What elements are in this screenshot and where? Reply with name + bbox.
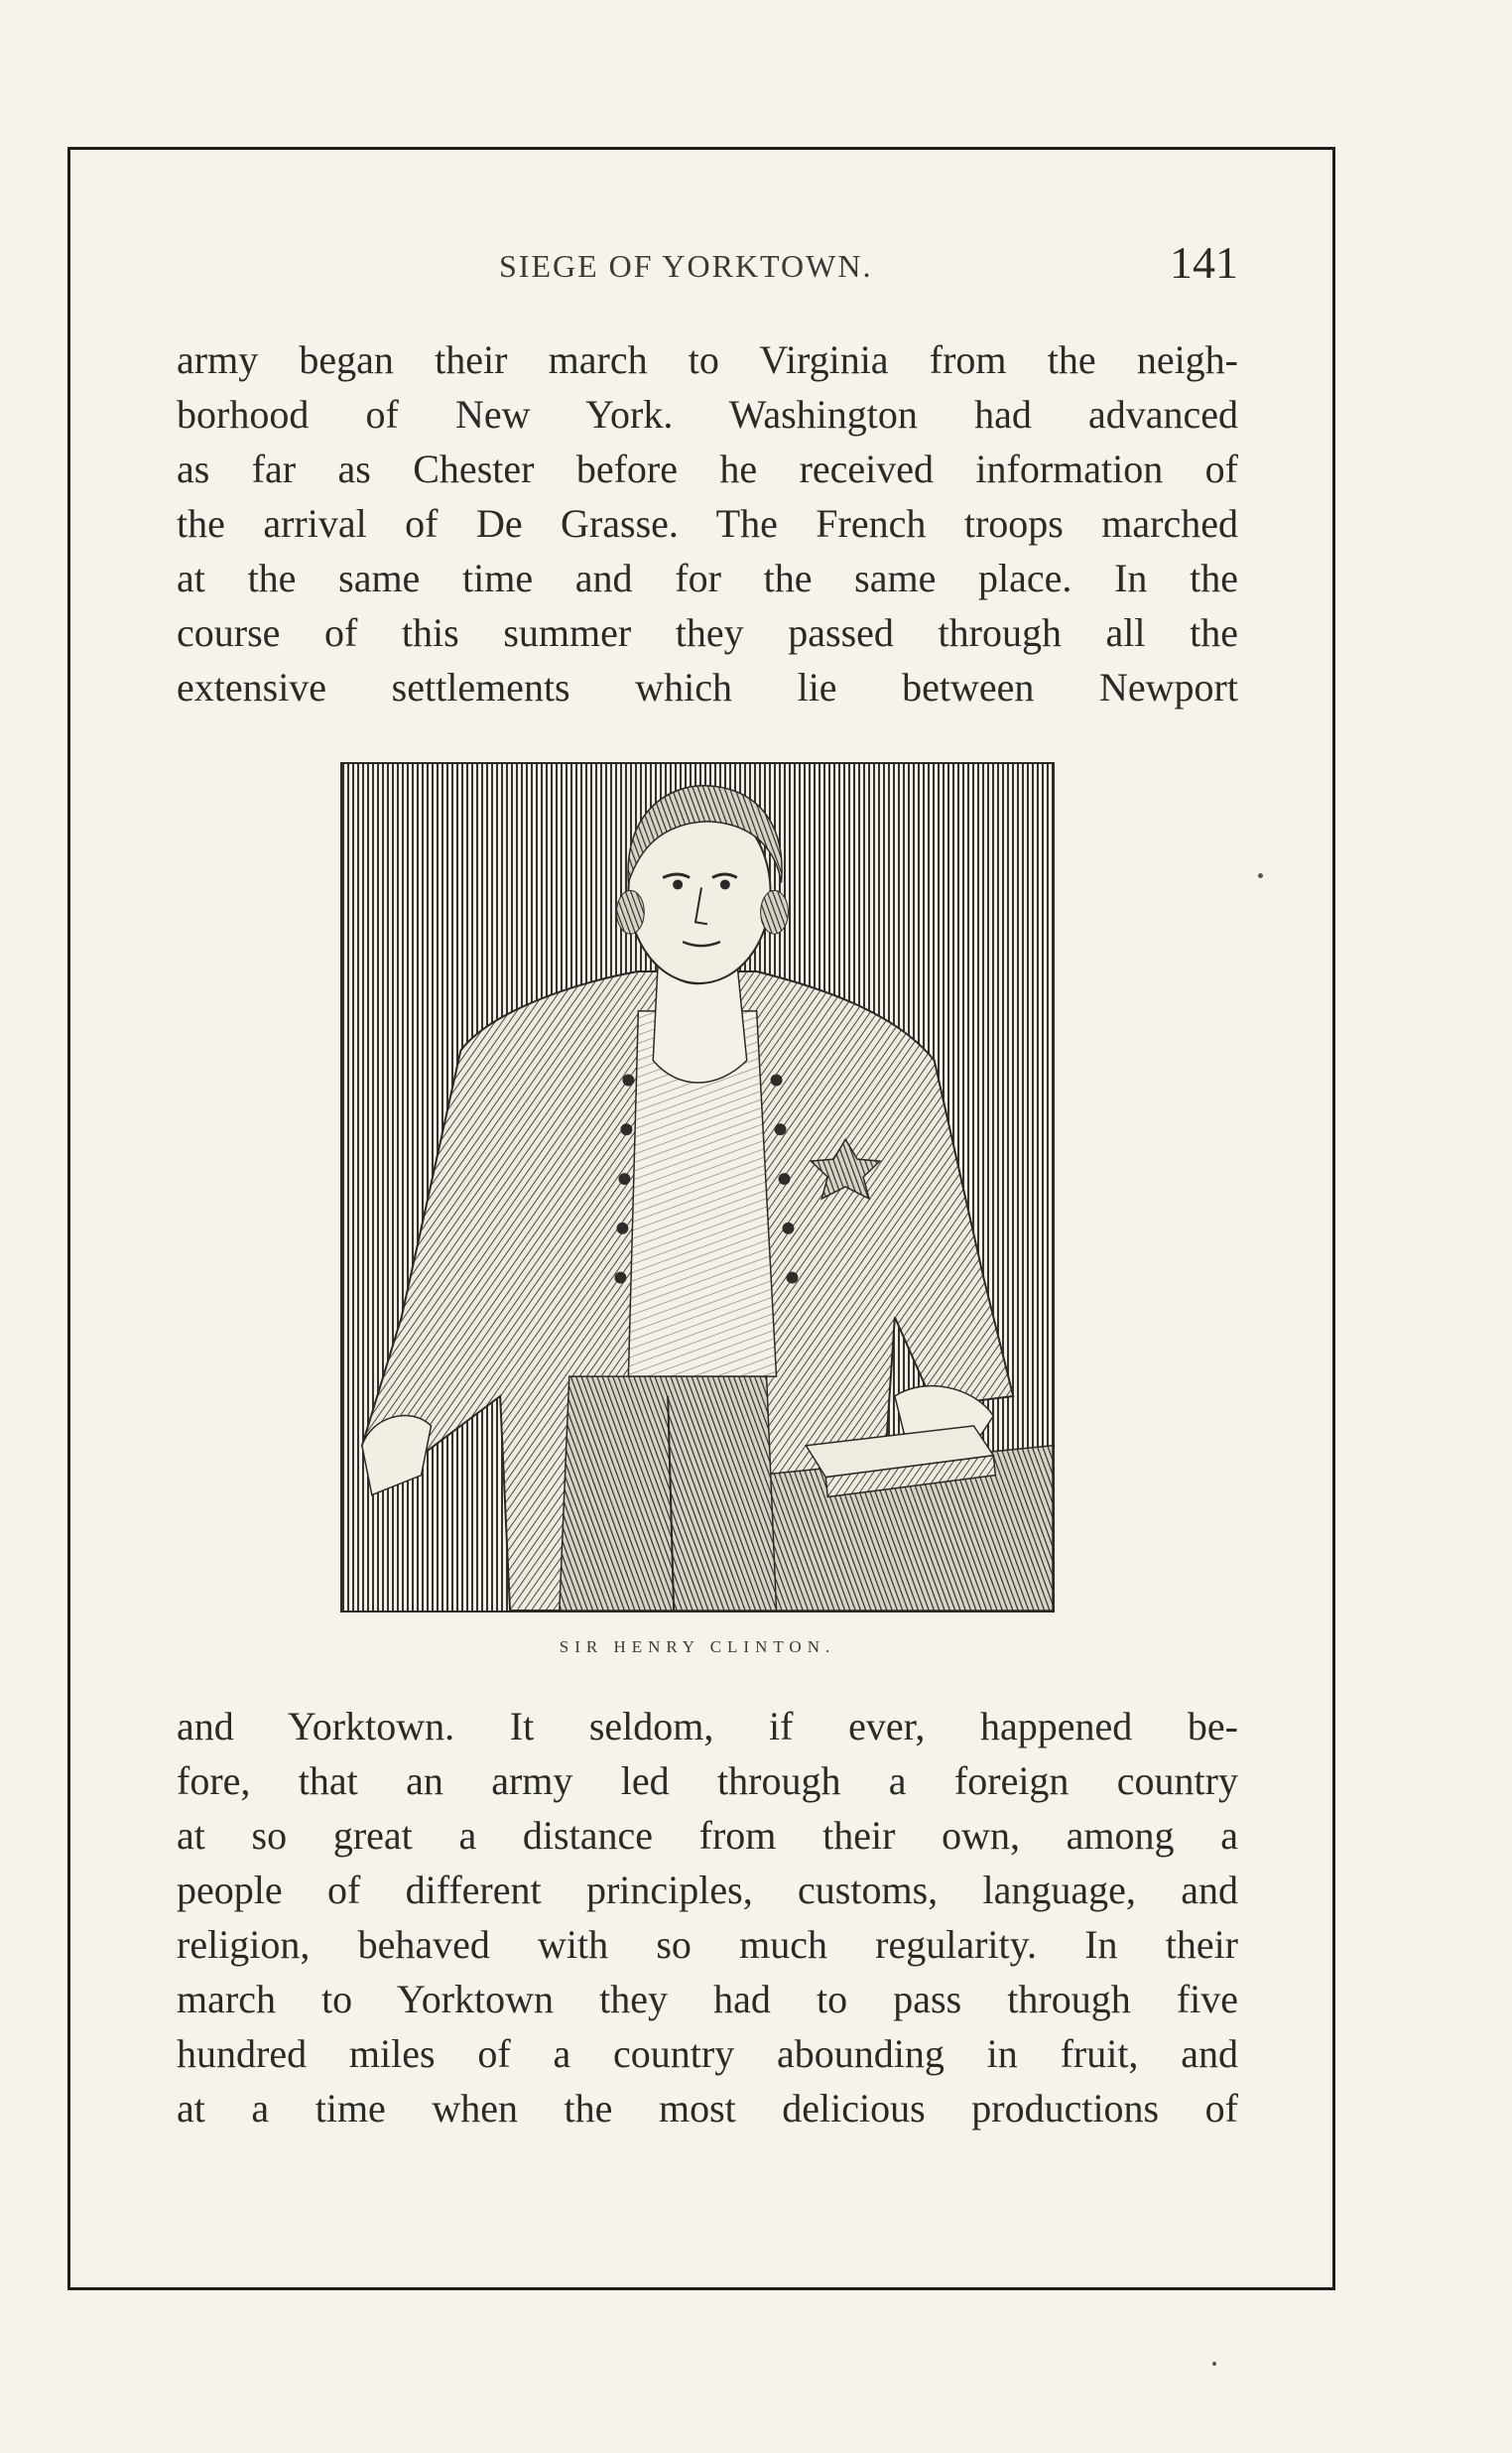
illustration-caption: SIR HENRY CLINTON. [559, 1637, 836, 1656]
text-line: the arrival of De Grasse. The French troops marched [177, 501, 1238, 546]
text-line: as far as Chester before he received information of [177, 447, 1238, 491]
ink-speck [1258, 873, 1263, 878]
text-line: borhood of New York. Washington had advanced [177, 392, 1238, 437]
text-line: hundred miles of a country abounding in fruit, and [177, 2031, 1238, 2076]
text-line: march to Yorktown they had to pass through five [177, 1977, 1238, 2021]
text-line: army began their march to Virginia from the neigh- [177, 337, 1238, 382]
text-line: at so great a distance from their own, among a [177, 1813, 1238, 1858]
text-line: course of this summer they passed through all the [177, 610, 1238, 655]
text-line: religion, behaved with so much regularity. In their [177, 1922, 1238, 1967]
text-line: fore, that an army led through a foreign country [177, 1758, 1238, 1803]
portrait-figure [342, 764, 1053, 1611]
ink-speck [1212, 2362, 1216, 2366]
text-line: people of different principles, customs, language, and [177, 1868, 1238, 1912]
body-text-top [177, 332, 1238, 714]
running-title: SIEGE OF YORKTOWN. [499, 248, 873, 284]
text-line: at the same time and for the same place. In the [177, 556, 1238, 600]
text-line: and Yorktown. It seldom, if ever, happened be- [177, 1704, 1238, 1748]
body-text-bottom [177, 1699, 1238, 2135]
text-line: extensive settlements which lie between Newport [177, 665, 1238, 710]
text-line: at a time when the most delicious productions of [177, 2086, 1238, 2130]
portrait-engraving [340, 762, 1055, 1613]
page-number: 141 [1170, 237, 1238, 288]
running-head [177, 236, 1238, 296]
